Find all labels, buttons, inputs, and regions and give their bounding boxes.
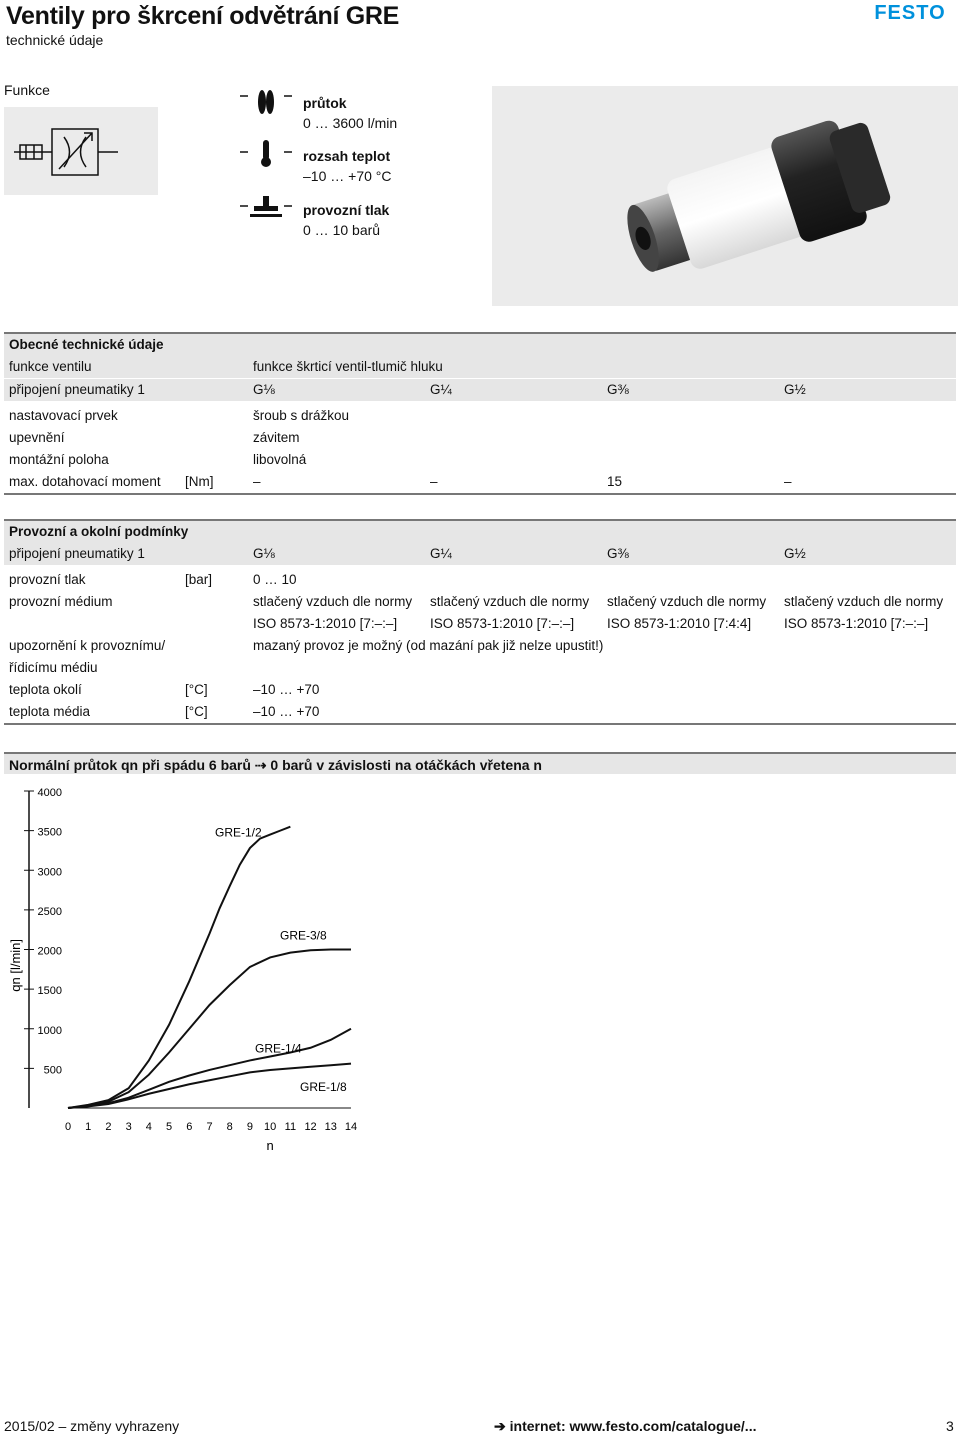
connection-cell: G⅜ [602, 543, 779, 565]
x-tick-label: 4 [145, 1121, 152, 1133]
row-label: provozní médium [9, 594, 113, 609]
spec-temp [238, 138, 294, 173]
spec-flow-value: 0 … 3600 l/min [303, 115, 398, 131]
medium-cell: stlačený vzduch dle normy [784, 594, 944, 609]
row-label: funkce ventilu [4, 356, 180, 379]
medium-cell: stlačený vzduch dle normy [253, 594, 413, 609]
spec-pressure-label: provozní tlak [303, 202, 390, 218]
pressure-icon [238, 192, 294, 222]
connection-cell: G⅜ [602, 379, 779, 402]
y-tick-label: 3000 [37, 866, 62, 879]
y-tick-label: 1500 [37, 985, 62, 998]
function-label: Funkce [4, 82, 50, 98]
spec-flow-label: průtok [303, 95, 347, 111]
festo-logo [866, 2, 954, 22]
general-title: Obecné technické údaje [4, 333, 956, 356]
x-tick-label: 5 [166, 1121, 173, 1133]
page-number: 3 [946, 1418, 954, 1434]
x-tick-label: 13 [324, 1121, 337, 1133]
flow-chart [0, 776, 380, 1156]
torque-cell: 15 [602, 471, 779, 494]
medium-norm-cell: ISO 8573-1:2010 [7:–:–] [253, 616, 398, 631]
spec-temp-value: –10 … +70 °C [303, 168, 392, 184]
medium-norm-cell: ISO 8573-1:2010 [7:4:4] [607, 616, 752, 631]
row-label: max. dotahovací moment [4, 471, 180, 494]
medium-cell: stlačený vzduch dle normy [430, 594, 590, 609]
connection-cell: G½ [779, 379, 956, 402]
row-label: upozornění k provoznímu/ [9, 638, 166, 653]
connection-cell: G⅛ [248, 379, 425, 402]
x-tick-label: 0 [64, 1121, 72, 1133]
connection-cell: G½ [779, 543, 956, 565]
series-line [68, 1029, 351, 1108]
row-value: 0 … 10 [253, 572, 297, 587]
x-tick-label: 6 [186, 1121, 193, 1133]
row-value: –10 … +70 [253, 682, 320, 697]
conditions-table [4, 519, 956, 725]
x-tick-label: 14 [344, 1121, 358, 1133]
torque-cell: – [248, 471, 425, 494]
page-title: Ventily pro škrcení odvětrání GRE [6, 2, 400, 30]
row-label: montážní poloha [9, 452, 109, 467]
x-tick-label: 1 [85, 1121, 92, 1133]
x-tick-label: 2 [105, 1121, 112, 1133]
row-value: libovolná [253, 452, 307, 467]
spec-temp-label: rozsah teplot [303, 148, 391, 164]
row-label: provozní tlak [9, 572, 86, 587]
x-tick-label: 7 [206, 1121, 213, 1133]
footer-link-text[interactable]: internet: www.festo.com/catalogue/... [509, 1418, 757, 1434]
y-tick-label: 3500 [37, 826, 62, 839]
arrow-icon: ➔ [494, 1418, 510, 1434]
medium-norm-cell: ISO 8573-1:2010 [7:–:–] [430, 616, 575, 631]
footer-link[interactable] [494, 1418, 756, 1435]
svg-text:FESTO: FESTO [874, 2, 946, 22]
medium-cell: stlačený vzduch dle normy [607, 594, 767, 609]
row-label: řídicímu médiu [9, 660, 98, 675]
row-value: závitem [253, 430, 300, 445]
x-tick-label: 11 [284, 1121, 297, 1133]
x-tick-label: 12 [304, 1121, 317, 1133]
y-tick-label: 4000 [37, 787, 62, 799]
y-tick-label: 500 [43, 1064, 62, 1077]
medium-norm-cell: ISO 8573-1:2010 [7:–:–] [784, 616, 929, 631]
x-axis-label: n [266, 1138, 274, 1153]
row-value: funkce škrticí ventil-tlumič hluku [248, 356, 956, 379]
x-tick-label: 10 [264, 1121, 277, 1133]
row-unit: [Nm] [180, 471, 248, 494]
connection-cell: G¼ [425, 543, 602, 565]
row-unit: [bar] [185, 572, 213, 587]
page-subtitle: technické údaje [6, 32, 104, 48]
valve-symbol [4, 107, 158, 195]
y-tick-label: 2500 [37, 905, 62, 918]
y-tick-label: 2000 [37, 945, 62, 958]
row-value: šroub s drážkou [253, 408, 350, 423]
row-unit: [°C] [185, 682, 208, 697]
row-label: připojení pneumatiky 1 [4, 379, 180, 402]
series-label: GRE-1/2 [215, 825, 262, 840]
spec-pressure [238, 192, 294, 227]
series-line [68, 827, 290, 1108]
y-tick-label: 1000 [37, 1024, 62, 1037]
product-photo [492, 86, 958, 306]
row-label: teplota okolí [9, 682, 82, 697]
connection-cell: G⅛ [248, 543, 425, 565]
flow-icon [238, 88, 294, 118]
row-unit: [°C] [180, 701, 248, 724]
x-tick-label: 9 [246, 1121, 253, 1133]
thermometer-icon [238, 138, 294, 168]
row-label: nastavovací prvek [9, 408, 118, 423]
series-label: GRE-1/4 [255, 1041, 302, 1056]
throttle-symbol-icon [4, 107, 158, 195]
row-label: upevnění [9, 430, 65, 445]
x-tick-label: 8 [226, 1121, 233, 1133]
x-tick-label: 3 [125, 1121, 132, 1133]
torque-cell: – [779, 471, 956, 494]
spec-pressure-value: 0 … 10 barů [303, 222, 381, 238]
general-data-table [4, 332, 956, 495]
y-axis-label: qn [l/min] [8, 938, 23, 992]
connection-cell: G¼ [425, 379, 602, 402]
series-label: GRE-3/8 [280, 928, 327, 943]
row-label: teplota média [4, 701, 180, 724]
row-value: –10 … +70 [248, 701, 956, 724]
torque-cell: – [425, 471, 602, 494]
chart-title: Normální průtok qn při spádu 6 barů ⇢ 0 barů v závislosti na otáčkách vřetena n [4, 752, 956, 774]
series-label: GRE-1/8 [300, 1079, 347, 1094]
row-label: připojení pneumatiky 1 [4, 543, 180, 565]
footer-date: 2015/02 – změny vyhrazeny [4, 1418, 180, 1434]
conditions-title: Provozní a okolní podmínky [4, 520, 956, 543]
spec-flow [238, 88, 294, 123]
row-value: mazaný provoz je možný (od mazání pak již nelze upustit!) [253, 638, 604, 653]
